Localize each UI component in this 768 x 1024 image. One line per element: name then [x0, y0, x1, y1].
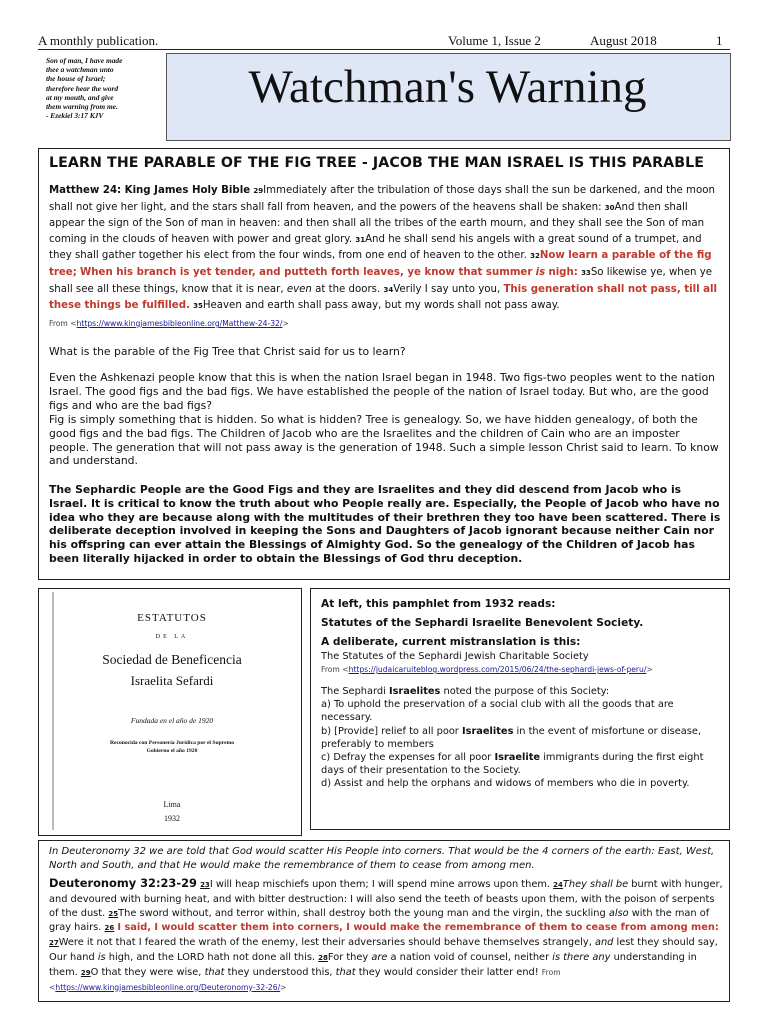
pamphlet-line: DE LA	[155, 634, 189, 640]
volume-issue: Volume 1, Issue 2	[448, 33, 541, 48]
verse-text: And then shall appear the sign of the Son of man in heaven: and then shall all the tribes of the earth mourn, and they shall see the Son of man coming in the clouds of heaven with power and great glory.	[49, 201, 705, 245]
verse-number: 29	[253, 187, 264, 195]
source-link[interactable]: https://www.kingjamesbibleonline.org/Matthew-24-32/	[76, 319, 283, 328]
purpose-item: b) [Provide] relief to all poor Israelites in the event of misfortune or disease, preferably to members	[321, 725, 702, 750]
masthead-quote	[40, 53, 165, 137]
verse-number: 32	[530, 252, 540, 261]
pamphlet-line: Sociedad de Beneficencia	[102, 652, 242, 667]
verse-number: 35	[193, 302, 203, 311]
quote-line: thee a watchman unto	[46, 65, 114, 75]
verse-text: even	[286, 283, 312, 295]
main-article	[38, 148, 730, 580]
pamphlet-line: Gobierno el año 1928	[146, 748, 198, 754]
quote-line: therefore hear the word	[46, 83, 119, 93]
source-link[interactable]: https://judaicaruiteblog.wordpress.com/2015/06/24/the-sephardi-jews-of-peru/	[348, 665, 647, 674]
issue-header	[38, 30, 730, 50]
header-rule	[38, 49, 730, 50]
pamphlet-page	[52, 592, 294, 830]
pamphlet-commentary	[310, 588, 730, 830]
verse-number: 31	[355, 235, 366, 244]
scripture-source: Matthew 24: King James Holy Bible	[49, 185, 251, 196]
newsletter-title: Watchman's Warning	[248, 61, 647, 113]
pamphlet-line: Israelita Sefardi	[130, 673, 214, 688]
pamphlet-line: Fundada en el año de 1920	[130, 716, 214, 725]
commentary-heading: At left, this pamphlet from 1932 reads:	[321, 598, 556, 610]
source-citation: From <https://www.kingjamesbibleonline.org/Deuteronomy-32-26/>	[49, 967, 561, 992]
verse-text: And he shall send his angels with a great sound of a trumpet, and they shall gather together his elect from the four winds, from one end of heaven to the other.	[49, 233, 702, 262]
page-number: 1	[716, 33, 723, 48]
purpose-list	[321, 685, 721, 791]
deuteronomy-verses: Deuteronomy 32:23-29 23I will heap mischiefs upon them; I will spend mine arrows upon them. 24They shall be burnt with hunger, and devoured with burning heat, and with bitter destruction: I will also send the teeth of beasts upon them, with the poison of serpents of the dust. 25The sword without, and terror within, shall destroy both the young man and the virgin, the suckling also with the man of gray hairs. 26 I said, I would scatter them into corners, I would make the remembrance of them to cease from among men: 27Were it not that I feared the wrath of the enemy, lest their adversaries should behave themselves strangely, and lest they should say, Our hand is high, and the LORD hath not done all this. 28For they are a nation void of counsel, neither is there any understanding in them. 29O that they were wise, that they understood this, that they would consider their latter end! From <https://www.kingjamesbibleonline.org/Deuteronomy-32-26/>	[49, 876, 723, 992]
pamphlet-line: 1932	[164, 814, 180, 823]
source-citation	[49, 319, 719, 328]
quote-line: Son of man, I have made	[46, 56, 123, 65]
verse-number: 30	[604, 203, 615, 212]
source-citation	[321, 665, 726, 674]
pamphlet-line: Reconocida con Personería Jurídica por el Supremo	[109, 740, 235, 746]
deuteronomy-intro: In Deuteronomy 32 we are told that God would scatter His People into corners. That would be the 4 corners of the earth: East, West, North and South, and that He would make the remembrance of them to cease from among men.	[49, 846, 715, 871]
purpose-item: d) Assist and help the orphans and widows of members who die in poverty.	[321, 778, 690, 790]
pamphlet-line: ESTATUTOS	[137, 612, 207, 624]
verse-text: Immediately after the tribulation of those days shall the sun be darkened, and the moon shall not give her light, and the stars shall fall from heaven, and the powers of the heavens shall be shaken:	[49, 185, 715, 213]
article-title: LEARN THE PARABLE OF THE FIG TREE - JACOB THE MAN ISRAEL IS THIS PARABLE	[49, 155, 705, 171]
quote-line: - Ezekiel 3:17 KJV	[46, 111, 104, 121]
verse-text: So likewise ye, when ye shall see all these things, know that it is near,	[49, 266, 713, 295]
from-end: >	[646, 665, 653, 674]
quote-line: them warning from me.	[46, 102, 118, 112]
purpose-intro: The Sephardi Israelites noted the purpose of this Society:	[321, 686, 610, 697]
scripture-block: Matthew 24: King James Holy Bible 29Immediately after the tribulation of those days shall the sun be darkened, and the moon shall not give her light, and the stars shall fall from heaven, and the powers of the heavens shall be shaken: 30And then shall appear the sign of the Son of man in heaven: and then shall all the tribes of the earth mourn, and they shall see the Son of man coming in the clouds of heaven with power and great glory. 31And he shall send his angels with a great sound of a trumpet, and they shall gather together his elect from the four winds, from one end of heaven to the other. 32Now learn a parable of the fig tree; When his branch is yet tender, and putteth forth leaves, ye know that summer is nigh: 33So likewise ye, when ye shall see all these things, know that it is near, even at the doors. 34Verily I say unto you, This generation shall not pass, till all these things be fulfilled. 35Heaven and earth shall pass away, but my words shall not pass away.	[49, 185, 718, 312]
verse-text: Heaven and earth shall pass away, but my words shall not pass away.	[202, 300, 560, 312]
verse-number: 34	[383, 285, 394, 294]
mistranslation-text: The Statutes of the Sephardi Jewish Charitable Society	[321, 651, 589, 662]
paragraph-emphasis: The Sephardic People are the Good Figs and they are Israelites and they did descend from Jacob who is Israel. It is critical to know the truth about who People really are. Especially, the People of Jacob who have no idea who they are because along with the multitudes of their brethren they too have been scattered. There is deliberate deception involved in keeping the Sons and Daughters of Jacob ignorant because neither Cain nor his offspring can ever attain the Blessings of Almighty God. So the genealogy of the Children of Jacob has been literally hijacked in order to obtain the Blessings of God thru deception.	[49, 483, 721, 565]
quote-line: at my mouth, and give	[46, 92, 114, 102]
highlighted-verse: nigh	[548, 266, 574, 278]
commentary-heading: A deliberate, current mistranslation is this:	[321, 636, 581, 648]
question-text: What is the parable of the Fig Tree that Christ said for us to learn?	[49, 345, 406, 358]
verse-text: Verily I say unto you,	[393, 283, 501, 295]
tagline: A monthly publication.	[38, 33, 159, 48]
verse-text: at the doors.	[315, 283, 381, 295]
paragraph: Fig is simply something that is hidden. So what is hidden? Tree is genealogy. So, we have hidden genealogy, of both the good figs and the bad figs. The Children of Jacob who are the Israelites and the children of Cain who are an imposter people. The generation that will not pass away is the generation of 1948. Such a simple lesson Christ said to learn. To know and understand.	[49, 413, 719, 468]
highlighted-verse: When his branch is yet tender, and putteth forth leaves, ye know that summer	[80, 266, 533, 278]
quote-line: the house of Israel;	[46, 74, 106, 84]
from-label: From <	[49, 319, 77, 328]
source-link[interactable]: https://www.kingjamesbibleonline.org/Deuteronomy-32-26/	[55, 982, 281, 992]
from-end: >	[282, 319, 289, 328]
from-label: From <	[321, 665, 349, 674]
paragraph: Even the Ashkenazi people know that this is when the nation Israel began in 1948. Two figs-two peoples went to the nation Israel. The good figs and the bad figs. We have established the people of the nation of Israel today. But who, are the good figs and who are the bad figs?	[49, 371, 716, 412]
issue-date: August 2018	[590, 33, 657, 48]
scripture-reference: Deuteronomy 32:23-29	[49, 876, 197, 890]
pamphlet-line: Lima	[163, 800, 181, 809]
purpose-item: a) To uphold the preservation of a social club with all the goods that are necessary.	[321, 699, 674, 724]
highlighted-verse: Now learn a parable of the fig tree;	[49, 250, 712, 278]
highlighted-verse: This generation shall not pass, till all these things be fulfilled.	[49, 283, 718, 312]
commentary-heading: Statutes of the Sephardi Israelite Benevolent Society.	[321, 617, 644, 629]
verse-number: 33	[581, 268, 591, 277]
highlighted-verse: is	[535, 266, 546, 278]
deuteronomy-section	[38, 840, 730, 1002]
purpose-item: c) Defray the expenses for all poor Israelite immigrants during the first eight days of their presentation to the Society.	[321, 752, 704, 777]
